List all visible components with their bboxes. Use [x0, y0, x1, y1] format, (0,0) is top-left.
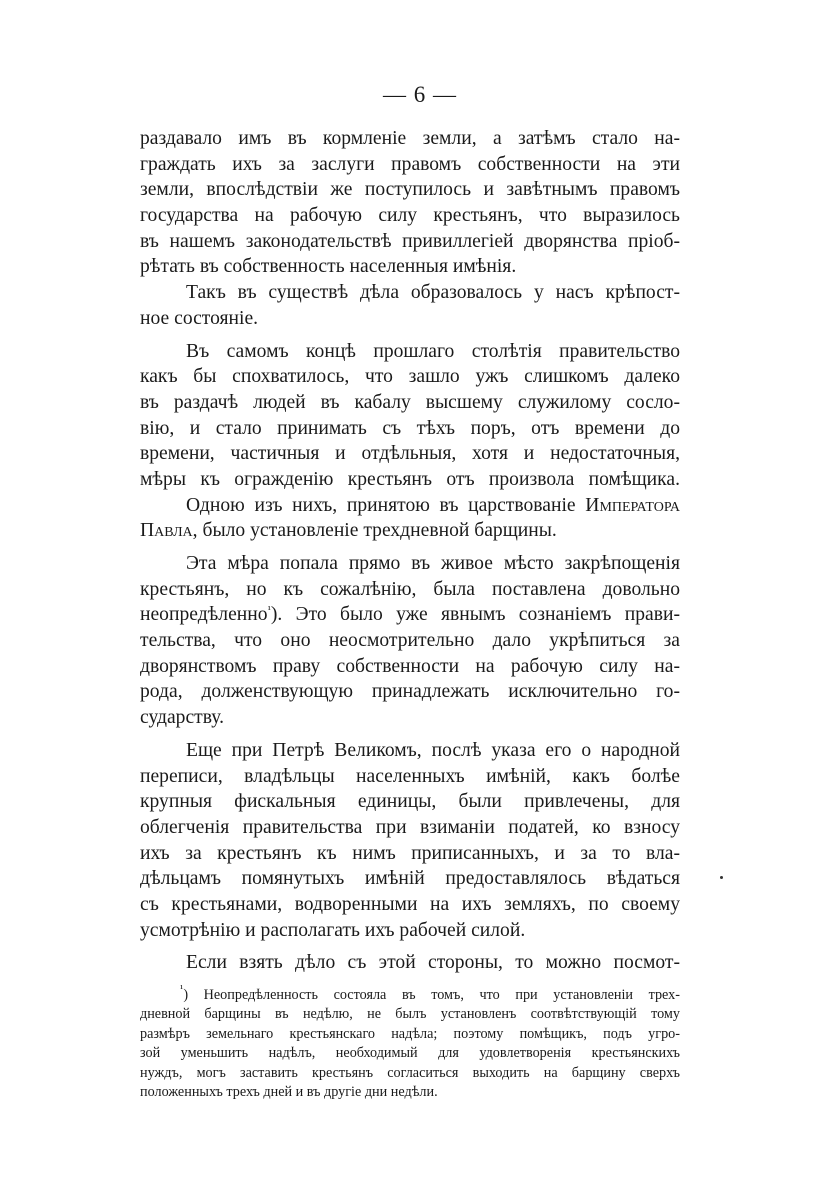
text-line: вію, и стало принимать съ тѣхъ поръ, отъ времени до: [140, 417, 680, 439]
text-line: [140, 602, 680, 628]
text-line: въ раздачѣ людей въ кабалу высшему служилому сосло-: [140, 391, 680, 413]
text-line: дворянствомъ праву собственности на рабочую силу на-: [140, 655, 680, 677]
footnote-line: зой уменьшить надѣлъ, необходимый для удовлетворенія крестьянскихъ: [140, 1045, 680, 1062]
text-line: крестьянъ, но къ сожалѣнію, была поставлена довольно: [140, 578, 680, 600]
text-fragment: ) Неопредѣленность состояла въ томъ, что при установленіи трех-: [183, 987, 680, 1003]
text-line: крупныя фискальныя единицы, были привлечены, для: [140, 791, 680, 813]
text-line: Такъ въ существѣ дѣла образовалось у насъ крѣпост-: [186, 282, 680, 304]
footnote-line: нуждъ, могъ заставить крестьянъ согласиться выходить на барщину сверхъ: [140, 1064, 680, 1081]
footnote-line: положенныхъ трехъ дней и въ другіе дни недѣли.: [140, 1083, 438, 1100]
text-line: въ нашемъ законодательствѣ привиллегіей дворянства пріоб-: [140, 230, 680, 252]
text-line: Еще при Петрѣ Великомъ, послѣ указа его о народной: [186, 739, 680, 761]
text-line: Въ самомъ концѣ прошлаго столѣтія правительство: [186, 340, 680, 362]
text-line: [140, 493, 680, 519]
text-fragment: , было установленіе трехдневной барщины.: [192, 520, 557, 542]
text-line: [140, 518, 680, 544]
text-fragment: ). Это было уже явнымъ сознаніемъ прави-: [270, 604, 680, 626]
text-line: раздавало имъ въ кормленіе земли, а затѣмъ стало на-: [140, 128, 680, 149]
text-line: дѣльцамъ помянутыхъ имѣній предоставлялось вѣдаться: [140, 868, 680, 890]
text-line: Эта мѣра попала прямо въ живое мѣсто закрѣпощенія: [186, 553, 680, 574]
footnote-line: размѣръ земельнаго крестьянскаго надѣла; поэтому помѣщикъ, подъ угро-: [140, 1025, 680, 1042]
text-line: мѣры къ огражденію крестьянъ отъ произвола помѣщика.: [140, 468, 680, 490]
footnote: [140, 983, 680, 1102]
footnote-mark: ¹: [180, 983, 184, 995]
text-line: рода, долженствующую принадлежать исключительно го-: [140, 681, 680, 703]
text-line: усмотрѣнію и располагать ихъ рабочей силой.: [140, 919, 526, 941]
main-text: [140, 126, 680, 976]
text-line: сударству.: [140, 707, 225, 729]
emperor-title: Императора: [585, 494, 681, 516]
text-line: граждать ихъ за заслуги правомъ собственности на эти: [140, 153, 680, 175]
text-fragment: неопредѣленно: [140, 604, 268, 626]
footnote-line: дневной барщины въ недѣлю, не былъ установленъ соотвѣтствующій тому: [140, 1006, 680, 1023]
text-line: государства на рабочую силу крестьянъ, что выразилось: [140, 205, 680, 227]
text-line: ихъ за крестьянъ къ нимъ приписанныхъ, и за то вла-: [140, 842, 680, 864]
text-line: тельства, что оно неосмотрительно дало укрѣпиться за: [140, 630, 680, 652]
page-number: — 6 —: [383, 82, 457, 107]
text-line: рѣтать въ собственность населенныя имѣнія.: [140, 256, 517, 278]
text-line: съ крестьянами, водворенными на ихъ земляхъ, по своему: [140, 893, 680, 915]
text-line: переписи, владѣльцы населенныхъ имѣній, какъ болѣе: [140, 765, 680, 787]
text-line: какъ бы спохватилось, что зашло ужъ слишкомъ далеко: [140, 366, 680, 388]
footnote-reference: ¹: [267, 604, 271, 617]
text-line: ное состояніе.: [140, 307, 259, 329]
text-line: Если взять дѣло съ этой стороны, то можно посмот-: [186, 952, 680, 974]
ink-speck: [720, 876, 723, 879]
text-line: земли, впослѣдствіи же поступилось и завѣтнымъ правомъ: [140, 179, 680, 201]
text-line: времени, частичныя и отдѣльныя, хотя и недостаточныя,: [140, 443, 680, 465]
text-fragment: Одною изъ нихъ, принятою въ царствованіе: [186, 494, 576, 516]
text-line: облегченія правительства при взиманіи податей, ко взносу: [140, 816, 680, 838]
emperor-name: Павла: [140, 520, 193, 542]
footnote-line: [140, 983, 680, 1005]
